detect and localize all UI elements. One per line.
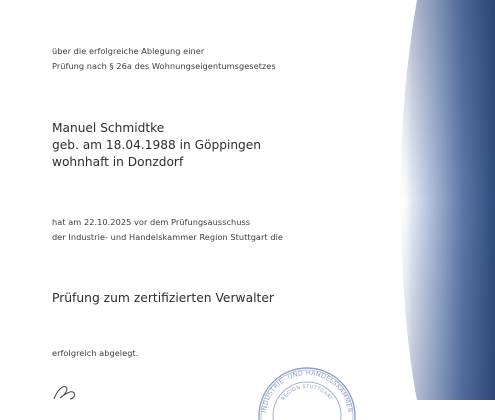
decorative-blue-band bbox=[395, 0, 495, 400]
committee-line-1: hat am 22.10.2025 vor dem Prüfungsausschuss bbox=[52, 217, 251, 227]
committee-text bbox=[52, 215, 283, 245]
svg-text:REGION STUTTGART bbox=[280, 384, 334, 402]
exam-title: Prüfung zum zertifizierten Verwalter bbox=[52, 291, 274, 305]
result-text: erfolgreich abgelegt. bbox=[52, 348, 139, 358]
intro-line-2: Prüfung nach § 26a des Wohnungseigentumsgesetzes bbox=[52, 61, 276, 71]
intro-text bbox=[52, 44, 276, 74]
seal-outer-text: INDUSTRIE- UND HANDELSKAMMER bbox=[260, 368, 354, 414]
signature-mark bbox=[50, 381, 120, 400]
chamber-seal bbox=[252, 360, 362, 420]
person-details bbox=[52, 120, 261, 172]
intro-line-1: über die erfolgreiche Ablegung einer bbox=[52, 46, 205, 56]
person-residence: wohnhaft in Donzdorf bbox=[52, 155, 184, 170]
committee-line-2: der Industrie- und Handelskammer Region Stuttgart die bbox=[52, 232, 283, 242]
person-birth: geb. am 18.04.1988 in Göppingen bbox=[52, 138, 262, 153]
person-name: Manuel Schmidtke bbox=[52, 121, 165, 135]
seal-inner-text: REGION STUTTGART bbox=[280, 383, 334, 402]
